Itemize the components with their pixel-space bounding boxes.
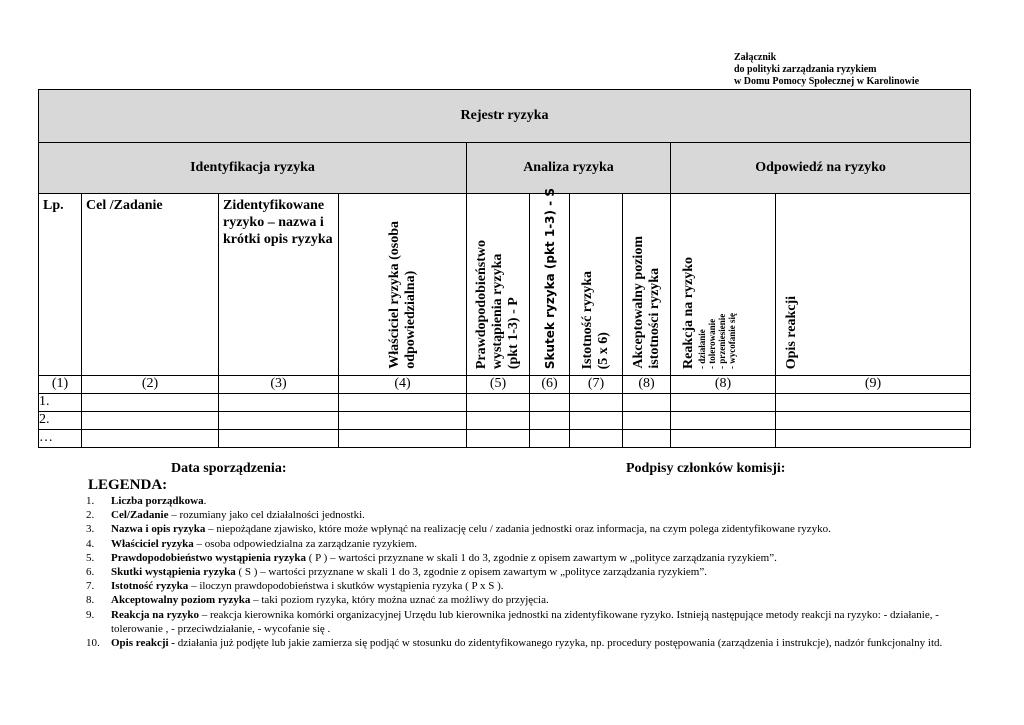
- table-cell: [671, 412, 776, 430]
- col-probability: [467, 194, 530, 376]
- legend-term: Liczba porządkowa: [111, 495, 204, 507]
- col-effect-line: Skutek ryzyka (pkt 1-3) - S: [542, 187, 557, 369]
- table-cell: [467, 412, 530, 430]
- attachment-note: [734, 52, 919, 88]
- legend-number: 9.: [86, 608, 95, 621]
- table-cell: [776, 412, 971, 430]
- col-significance-line: Istotność ryzyka: [580, 270, 595, 369]
- col-reaction: [671, 194, 776, 376]
- column-number: (3): [219, 376, 339, 394]
- legend-description: ( P ) – wartości przyznane w skali 1 do 3, zgodnie z opisem zawartym w „polityce zarządzania ryzykiem”.: [305, 551, 777, 564]
- row-number: 2.: [39, 412, 82, 430]
- legend-description: .: [203, 495, 207, 507]
- table-cell: [776, 430, 971, 448]
- row-number: 1.: [39, 394, 82, 412]
- col-acceptable-line: istotności ryzyka: [646, 268, 662, 369]
- legend-number: 10.: [86, 637, 100, 650]
- table-cell: [570, 412, 623, 430]
- commission-signatures-label: Podpisy członków komisji:: [626, 461, 786, 476]
- legend-description: – osoba odpowiedzialna za zarządzanie ryzykiem.: [193, 537, 418, 550]
- attachment-line: Załącznik: [734, 52, 777, 63]
- legend-item: [86, 636, 956, 650]
- legend-description: ( S ) – wartości przyznane w skali 1 do 3, zgodnie z opisem zawartym w „polityce zarządzania ryzykiem”.: [235, 566, 707, 579]
- legend-item: [86, 537, 956, 551]
- table-cell: [339, 394, 467, 412]
- attachment-line: do polityki zarządzania ryzykiem: [734, 64, 877, 75]
- column-number: (8): [671, 376, 776, 394]
- col-owner-line: odpowiedzialna): [402, 270, 418, 369]
- col-probability-line: Prawdopodobieństwo: [474, 239, 489, 369]
- legend-item: [86, 579, 956, 593]
- column-numbers-row: [39, 376, 971, 394]
- table-cell: [219, 412, 339, 430]
- table-cell: [623, 430, 671, 448]
- col-probability-line: wystąpienia ryzyka: [490, 253, 505, 369]
- col-reaction-option: - wycofanie się: [727, 313, 737, 369]
- table-cell: [530, 394, 570, 412]
- legend-term: Nazwa i opis ryzyka: [111, 523, 206, 536]
- legend-number: 8.: [86, 594, 95, 607]
- date-label: Data sporządzenia:: [171, 461, 287, 476]
- table-cell: [82, 412, 219, 430]
- table-row: [39, 430, 971, 448]
- column-number: (7): [570, 376, 623, 394]
- col-probability-line: (pkt 1-3) - P: [506, 297, 521, 369]
- table-cell: [623, 412, 671, 430]
- col-reaction-option: - przeniesienie: [717, 313, 727, 369]
- legend-item: [86, 551, 956, 565]
- legend-item: [86, 608, 956, 636]
- legend-term: Właściciel ryzyka: [111, 537, 194, 550]
- table-cell: [623, 394, 671, 412]
- legend-item: [86, 508, 956, 522]
- col-owner: [339, 194, 467, 376]
- col-task: Cel /Zadanie: [82, 194, 219, 376]
- table-cell: [467, 394, 530, 412]
- legend-description: – niepożądane zjawisko, które może wpłynąć na realizację celu / zadania jednostki oraz informacja, na czym polega zidentyfikowane ryzyko.: [205, 523, 831, 536]
- section-response: Odpowiedź na ryzyko: [671, 143, 971, 194]
- col-acceptable-level: [623, 194, 671, 376]
- attachment-line: w Domu Pomocy Społecznej w Karolinowie: [734, 76, 920, 87]
- legend-number: 3.: [86, 523, 95, 536]
- col-reaction-option: - tolerowanie: [707, 318, 717, 369]
- legend-title: LEGENDA:: [88, 477, 168, 493]
- legend-number: 6.: [86, 566, 95, 579]
- legend-description: – iloczyn prawdopodobieństwa i skutków wystąpienia ryzyka ( P x S ).: [188, 580, 504, 593]
- col-reaction-description-line: Opis reakcji: [784, 295, 799, 369]
- col-reaction-option: - działanie: [697, 329, 707, 369]
- col-risk: Zidentyfikowane ryzyko – nazwa i krótki opis ryzyka: [219, 194, 339, 376]
- column-number: (5): [467, 376, 530, 394]
- legend-description: – taki poziom ryzyka, który można uznać za możliwy do przyjęcia.: [250, 594, 549, 607]
- col-significance: [570, 194, 623, 376]
- column-number: (8): [623, 376, 671, 394]
- col-reaction-line: Reakcja na ryzyko: [681, 257, 696, 369]
- table-cell: [82, 430, 219, 448]
- table-cell: [530, 412, 570, 430]
- legend-description: – reakcja kierownika komórki organizacyjnej Urzędu lub kierownika jednostki na zidentyfikowane ryzyko. Istnieją następujące metody reakcji na ryzyko: - działanie, - tolerowanie , - przeciwdziałanie, - wycofanie się .: [111, 608, 939, 635]
- legend-term: Prawdopodobieństwo wystąpienia ryzyka: [111, 551, 306, 564]
- column-number: (9): [776, 376, 971, 394]
- legend-number: 1.: [86, 495, 95, 507]
- table-cell: [219, 430, 339, 448]
- section-analysis: Analiza ryzyka: [467, 143, 671, 194]
- legend-description: działania już podjęte lub jakie zamierza się podjąć w stosunku do zidentyfikowanego ryzyka, np. procedury postępowania (zarządzenia i instrukcje), nadzór funkcjonalny itd.: [174, 637, 943, 650]
- col-acceptable-line: Akceptowalny poziom: [630, 236, 646, 369]
- section-identification: Identyfikacja ryzyka: [39, 143, 467, 194]
- legend-term: Skutki wystąpienia ryzyka: [111, 566, 236, 579]
- legend-list: [86, 494, 956, 650]
- table-row: [39, 412, 971, 430]
- legend-number: 5.: [86, 551, 95, 564]
- table-cell: [671, 430, 776, 448]
- column-number: (4): [339, 376, 467, 394]
- legend-item: [86, 494, 956, 508]
- table-cell: [219, 394, 339, 412]
- table-cell: [530, 430, 570, 448]
- legend-number: 7.: [86, 580, 95, 593]
- legend-term: Cel/Zadanie: [111, 509, 169, 522]
- column-number: (6): [530, 376, 570, 394]
- legend-description: – rozumiany jako cel działalności jednostki.: [168, 509, 365, 522]
- col-lp: Lp.: [39, 194, 82, 376]
- legend-item: [86, 522, 956, 536]
- table-cell: [570, 430, 623, 448]
- legend-item: [86, 565, 956, 579]
- row-number: …: [39, 430, 82, 448]
- col-reaction-description: [776, 194, 971, 376]
- column-number: (2): [82, 376, 219, 394]
- col-significance-line: (5 x 6): [596, 331, 611, 369]
- col-owner-line: Właściciel ryzyka (osoba: [386, 221, 402, 369]
- table-cell: [570, 394, 623, 412]
- table-cell: [339, 430, 467, 448]
- table-cell: [776, 394, 971, 412]
- table-cell: [467, 430, 530, 448]
- table-row: [39, 394, 971, 412]
- table-cell: [671, 394, 776, 412]
- legend-term: Reakcja na ryzyko: [111, 608, 199, 621]
- table-cell: [339, 412, 467, 430]
- col-effect: [530, 187, 570, 376]
- legend-item: [86, 593, 956, 607]
- column-number: (1): [39, 376, 82, 394]
- legend-number: 2.: [86, 509, 95, 522]
- legend-number: 4.: [86, 537, 95, 550]
- register-title: Rejestr ryzyka: [39, 90, 971, 143]
- legend-term: Istotność ryzyka: [111, 580, 189, 593]
- table-cell: [82, 394, 219, 412]
- risk-register-table: [38, 89, 971, 448]
- legend-term: Akceptowalny poziom ryzyka: [111, 594, 251, 607]
- legend-term: Opis reakcji -: [111, 637, 175, 650]
